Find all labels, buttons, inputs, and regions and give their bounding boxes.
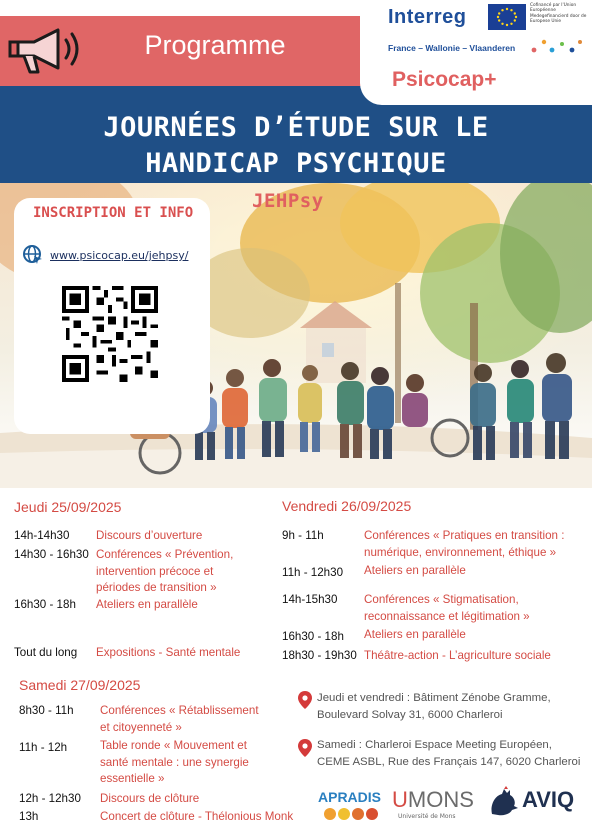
- schedule-desc: Concert de clôture - Thélonious Monk: [100, 810, 294, 823]
- schedule-time: 8h30 - 11h: [19, 704, 74, 717]
- desc-line: intervention précoce et: [96, 564, 214, 578]
- location-text: [317, 690, 551, 724]
- region-label: France – Wallonie – Vlaanderen: [388, 43, 516, 53]
- desc-keyword: Conférences: [364, 529, 430, 542]
- schedule-time: 16h30 - 18h: [14, 598, 76, 611]
- title-line-2: HANDICAP PSYCHIQUE: [145, 148, 447, 179]
- schedule-time: 14h-15h30: [282, 593, 338, 606]
- desc-line: périodes de transition »: [96, 581, 217, 594]
- desc-line: « Mouvement et: [160, 739, 247, 752]
- megaphone-icon: [6, 22, 86, 78]
- schedule-desc: Ateliers en parallèle: [96, 598, 198, 611]
- schedule-desc: [364, 528, 592, 561]
- desc-line: « Pratiques en transition :: [429, 529, 565, 542]
- desc-line: reconnaissance et légitimation »: [364, 609, 530, 623]
- schedule-desc: Ateliers en parallèle: [364, 628, 466, 641]
- website-link[interactable]: www.psicocap.eu/jehpsy/: [50, 249, 189, 262]
- desc-line: et citoyenneté »: [100, 720, 182, 734]
- rooster-icon: [486, 786, 520, 818]
- schedule-time: 11h - 12h30: [282, 566, 344, 579]
- desc-keyword: Conférences: [364, 593, 430, 606]
- desc-line: santé mentale : une synergie: [100, 755, 249, 769]
- acronym-label: JEHPsy: [252, 190, 324, 212]
- apradis-dots-icon: [322, 806, 382, 822]
- schedule-time: 9h - 11h: [282, 529, 324, 542]
- schedule-time: 18h30 - 19h30: [282, 649, 357, 662]
- location-pin-icon: [298, 739, 312, 757]
- globe-icon: [22, 244, 44, 266]
- schedule-desc: Discours d’ouverture: [96, 529, 203, 542]
- location-line: Boulevard Solvay 31, 6000 Charleroi: [317, 709, 503, 721]
- umons-logo: [392, 787, 474, 813]
- title-line-1: JOURNÉES D’ÉTUDE SUR LE: [103, 112, 489, 143]
- friday-heading: Vendredi 26/09/2025: [282, 498, 412, 514]
- schedule-time: 13h: [19, 810, 39, 823]
- interreg-logo: Interreg: [388, 6, 467, 28]
- page-title: [40, 110, 552, 182]
- schedule-desc: Ateliers en parallèle: [364, 564, 466, 577]
- eu-cofunding-text: Cofinancé par l'Union Européenne Medegefinancierd door de Europese Unie: [530, 3, 587, 24]
- dots-decoration-icon: [528, 36, 584, 56]
- schedule-time: 11h - 12h: [19, 741, 68, 754]
- aviq-logo: AVIQ: [522, 787, 575, 812]
- location-pin-icon: [298, 691, 312, 709]
- schedule-desc: Discours de clôture: [100, 792, 200, 805]
- location-line: Samedi : Charleroi Espace Meeting Européen,: [317, 739, 552, 751]
- schedule-desc: Expositions - Santé mentale: [96, 646, 241, 659]
- desc-line: numérique, environnement, éthique »: [364, 545, 557, 559]
- umons-subtitle: Université de Mons: [398, 813, 456, 820]
- project-name: Psicocap+: [392, 68, 497, 91]
- location-line: CEME ASBL, Rue des Français 147, 6020 Charleroi: [317, 756, 581, 768]
- thursday-heading: Jeudi 25/09/2025: [14, 499, 122, 515]
- desc-keyword: Conférences: [96, 548, 162, 561]
- apradis-logo: APRADIS: [318, 789, 382, 805]
- schedule-time: 16h30 - 18h: [282, 630, 344, 643]
- location-line: Jeudi et vendredi : Bâtiment Zénobe Gramme,: [317, 692, 551, 704]
- schedule-desc: [96, 547, 266, 597]
- schedule-time: 12h - 12h30: [19, 792, 81, 805]
- eu-flag-icon: [488, 4, 526, 30]
- schedule-time: 14h30 - 16h30: [14, 548, 89, 561]
- schedule-time: Tout du long: [14, 646, 78, 659]
- desc-line: « Prévention,: [161, 548, 234, 561]
- programme-label: Programme: [144, 30, 286, 60]
- schedule-desc: [100, 738, 290, 788]
- desc-keyword: Table ronde: [100, 739, 161, 752]
- umons-text: MONS: [407, 787, 474, 812]
- schedule-time: 14h-14h30: [14, 529, 70, 542]
- desc-line: essentielle »: [100, 772, 165, 785]
- info-title: INSCRIPTION ET INFO: [33, 205, 194, 221]
- desc-keyword: Conférences: [100, 704, 166, 717]
- desc-line: « Stigmatisation,: [429, 593, 519, 606]
- saturday-heading: Samedi 27/09/2025: [19, 677, 141, 693]
- location-text: [317, 737, 580, 771]
- schedule-desc: Théâtre-action - L’agriculture sociale: [364, 649, 551, 662]
- umons-u: U: [392, 787, 408, 812]
- schedule-desc: [100, 703, 290, 736]
- qr-code[interactable]: [62, 286, 158, 382]
- schedule-desc: [364, 592, 592, 625]
- desc-line: « Rétablissement: [165, 704, 259, 717]
